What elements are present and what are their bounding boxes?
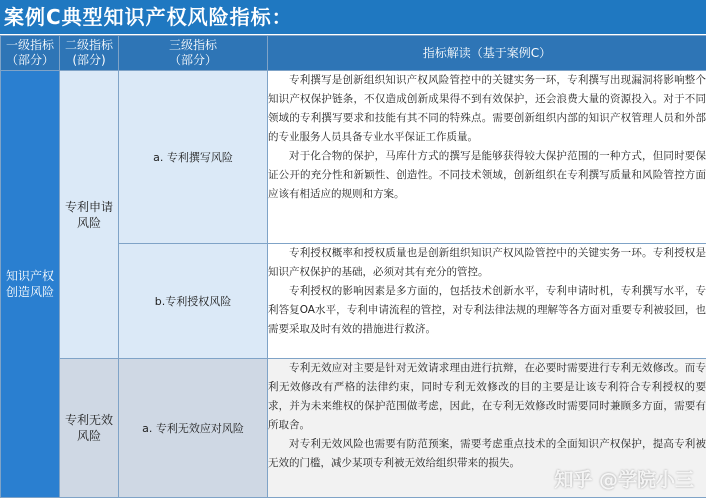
level2-cell: 专利无效 风险 [60, 359, 119, 498]
header-level1: 一级指标 （部分） [1, 36, 60, 71]
level2-cell: 专利申请 风险 [60, 71, 119, 359]
paragraph: 专利无效应对主要是针对无效请求理由进行抗辩，在必要时需要进行专利无效修改。而专利无效修改有严格的法律约束，同时专利无效修改的目的主要是让该专利符合专利授权的要求，并为未来维权的保护范围做考虑，因此，在专利无效修改时需要同时兼顾多方面，需要有所取舍。 [268, 362, 706, 431]
interpretation-cell [268, 244, 706, 359]
paragraph: 专利授权的影响因素是多方面的，包括技术创新水平，专利申请时机，专利撰写水平，专利答复OA水平，专利申请流程的管控，对专利法律法规的理解等各方面对重要专利被驳回，也需要采取及时有效的措施进行救济。 [268, 285, 706, 335]
level3-cell: a. 专利撰写风险 [119, 71, 268, 244]
level1-cell: 知识产权 创造风险 [1, 71, 60, 498]
risk-indicator-table [0, 35, 706, 498]
level3-cell: a. 专利无效应对风险 [119, 359, 268, 498]
watermark: 知乎 @学院小三 [554, 469, 694, 491]
paragraph: 专利授权概率和授权质量也是创新组织知识产权风险管控中的关键实务一环。专利授权是知识产权保护的基础，必须对其有充分的管控。 [268, 247, 706, 278]
level3-cell: b.专利授权风险 [119, 244, 268, 359]
page-title: 案例C典型知识产权风险指标： [0, 0, 706, 34]
header-level2: 二级指标 (部分) [60, 36, 119, 71]
paragraph: 对专利无效风险也需要有防范预案，需要考虑重点技术的全面知识产权保护，提高专利被无效的门槛，减少某项专利被无效给组织带来的损失。 [268, 438, 706, 469]
header-row [1, 36, 706, 71]
interpretation-cell [268, 71, 706, 244]
table-row [1, 71, 706, 244]
paragraph: 对于化合物的保护，马库什方式的撰写是能够获得较大保护范围的一种方式，但同时要保证公开的充分性和新颖性、创造性。不同技术领域，创新组织在专利撰写质量和风险管控方面应该有相适应的规则和方案。 [268, 150, 706, 200]
header-interpretation: 指标解读（基于案例C） [268, 36, 706, 71]
paragraph: 专利撰写是创新组织知识产权风险管控中的关键实务一环，专利撰写出现漏洞将影响整个知识产权保护链条，不仅造成创新成果得不到有效保护，还会浪费大量的资源投入。对于不同领域的专利撰写要求和技能有其不同的特殊点。需要创新组织内部的知识产权管理人员和外部的专业服务人员具备专业水平保证工作质量。 [268, 74, 706, 143]
header-level3: 三级指标 （部分） [119, 36, 268, 71]
